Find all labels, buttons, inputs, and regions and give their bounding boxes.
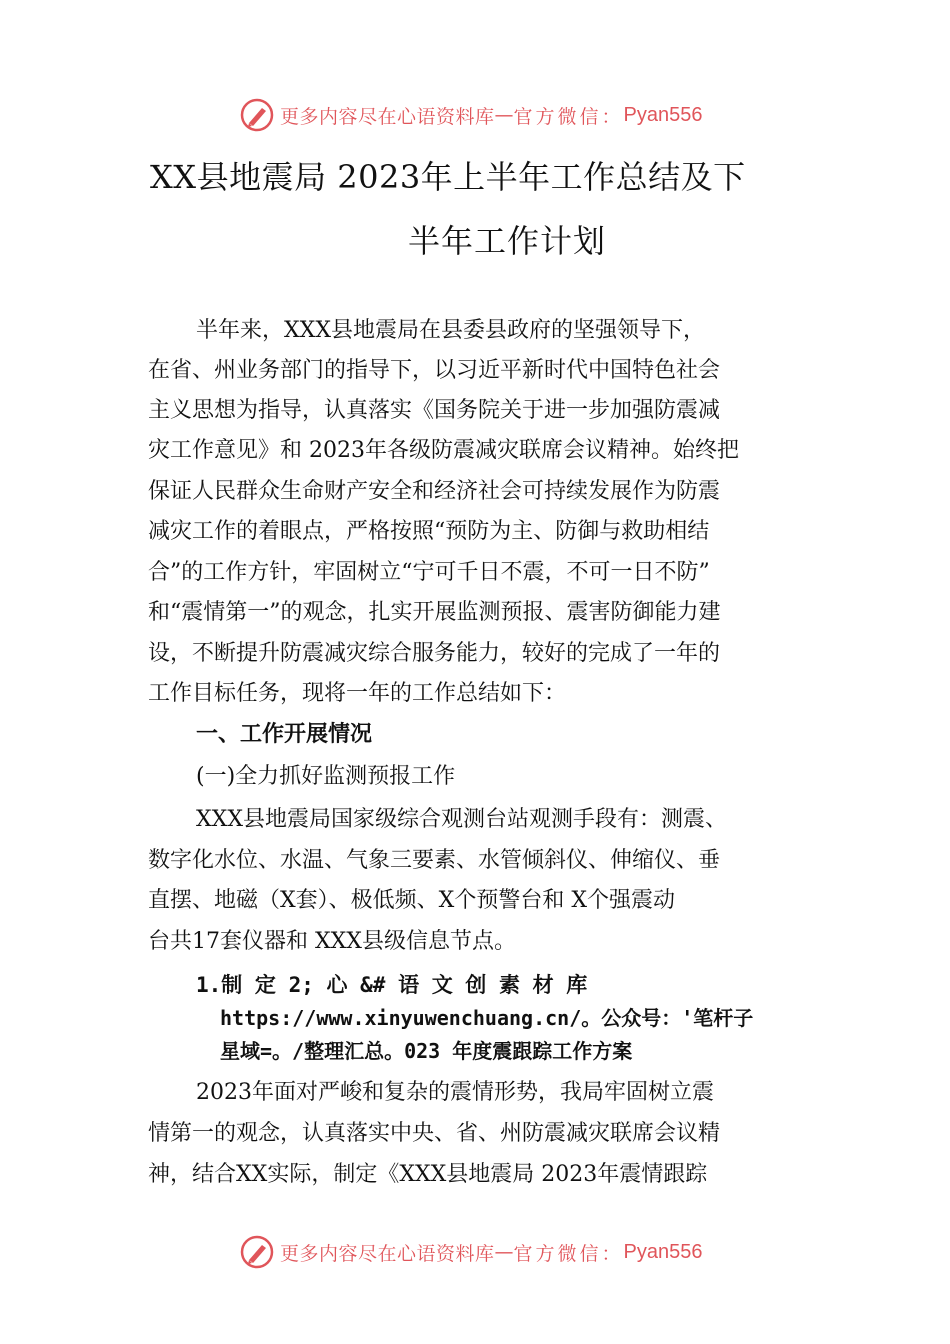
section-heading: 一、工作开展情况 [196,722,373,747]
document-title-line2: 半年工作计划 [408,222,607,260]
banner-separator: — [494,104,514,126]
para3-line: 情第一的观念，认真落实中央、省、州防震减灾联席会议精 [148,1121,721,1146]
para2-line: 数字化水位、水温、气象三要素、水管倾斜仪、伸缩仪、垂 [148,848,721,873]
footer-separator: — [494,1241,514,1263]
banner-brand: 更多内容尽在心语资料库 [280,105,495,128]
intro-line: 工作目标任务，现将一年的工作总结如下： [148,681,567,706]
banner-wechat-label: 官方微信： [513,105,624,128]
intro-line: 合”的工作方针，牢固树立“宁可千日不震，不可一日不防” [148,560,710,585]
item1-line: 星域=。/整理汇总。023 年度震跟踪工作方案 [220,1039,633,1063]
intro-line: 保证人民群众生命财产安全和经济社会可持续发展作为防震 [148,479,721,504]
header-banner [240,97,703,133]
pen-logo-icon [240,98,274,132]
intro-line: 主义思想为指导，认真落实《国务院关于进一步加强防震减 [148,398,721,423]
intro-line: 在省、州业务部门的指导下，以习近平新时代中国特色社会 [148,358,721,383]
intro-line: 半年来，XXX县地震局在县委县政府的坚强领导下， [196,318,705,343]
para3-line: 2023年面对严峻和复杂的震情形势，我局牢固树立震 [196,1080,714,1105]
footer-brand: 更多内容尽在心语资料库 [280,1242,495,1265]
para2-line: 直摆、地磁（X套）、极低频、X个预警台和 X个强震动 [148,888,675,913]
intro-line: 设，不断提升防震减灾综合服务能力，较好的完成了一年的 [148,641,721,666]
subsection-heading: (一)全力抓好监测预报工作 [196,764,456,789]
pen-logo-icon [240,1235,274,1269]
intro-line: 减灾工作的着眼点，严格按照“预防为主、防御与救助相结 [148,519,710,544]
banner-wechat-id: Pyan556 [623,103,703,126]
para2-line: XXX县地震局国家级综合观测台站观测手段有：测震、 [196,807,727,832]
item1-line: 1.制 定 2; 心 &# 语 文 创 素 材 库 [196,973,588,997]
footer-wechat-label: 官方微信： [513,1242,624,1265]
footer-wechat-id: Pyan556 [623,1240,703,1263]
document-title-line1: XX县地震局 2023年上半年工作总结及下 [150,158,746,196]
item1-line: https://www.xinyuwenchuang.cn/。公众号：'笔杆子 [220,1006,754,1030]
footer-banner [240,1234,703,1270]
intro-line: 灾工作意见》和 2023年各级防震减灾联席会议精神。始终把 [148,438,739,463]
para3-line: 神，结合XX实际，制定《XXX县地震局 2023年震情跟踪 [148,1162,708,1187]
para2-line: 台共17套仪器和 XXX县级信息节点。 [148,929,516,954]
intro-line: 和“震情第一”的观念，扎实开展监测预报、震害防御能力建 [148,600,721,625]
